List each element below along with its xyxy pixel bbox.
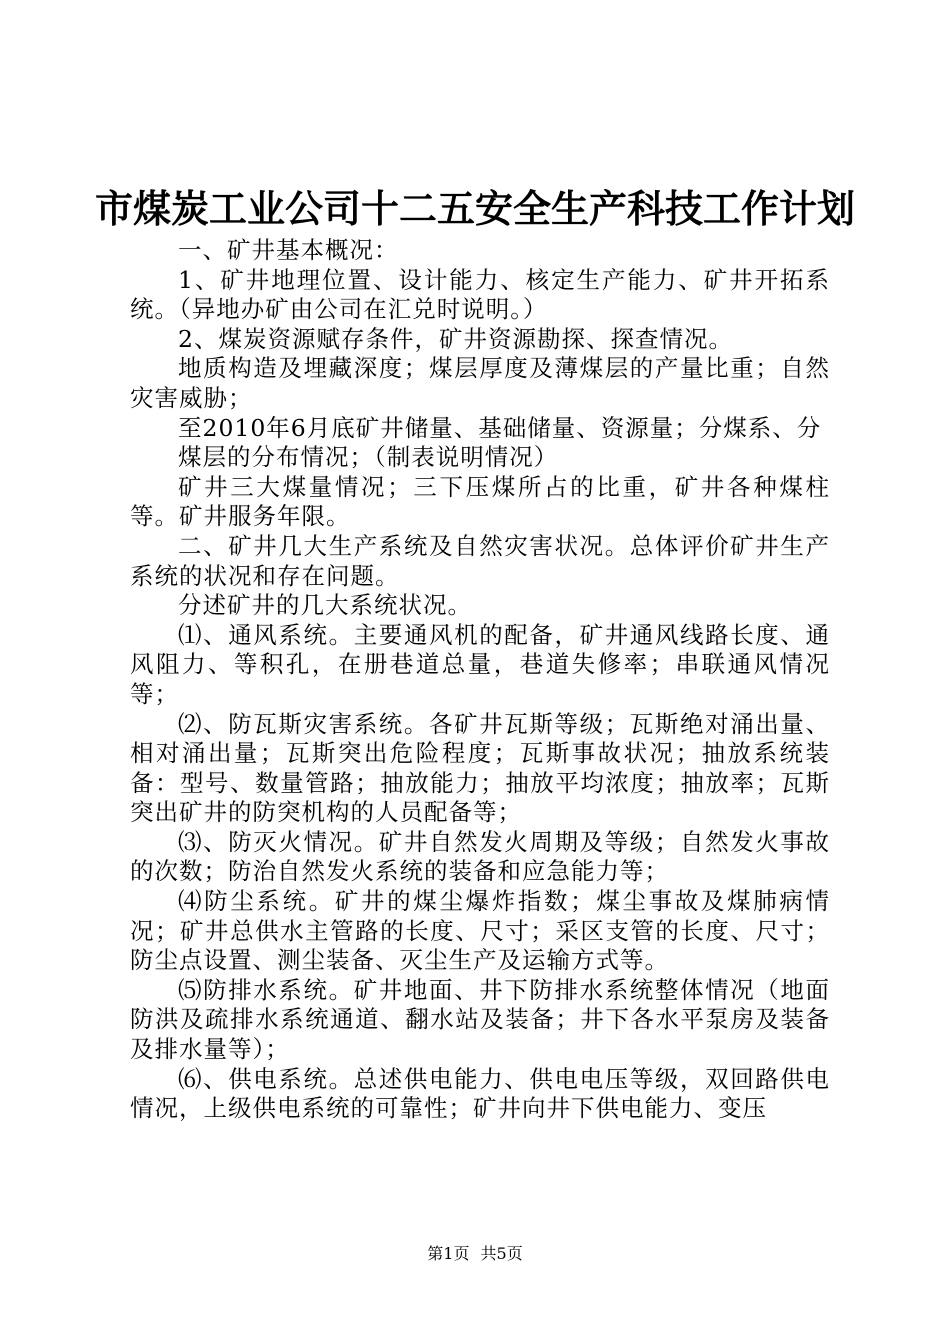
paragraph: 矿井三大煤量情况；三下压煤所占的比重，矿井各种煤柱等。矿井服务年限。 (130, 472, 830, 531)
total-pages: 共5页 (480, 1244, 523, 1263)
page-footer (0, 1244, 950, 1264)
paragraph: ⑴、通风系统。主要通风机的配备，矿井通风线路长度、通风阻力、等积孔，在册巷道总量，巷道失修率；串联通风情况等； (130, 620, 830, 708)
paragraph: 一、矿井基本概况： (178, 236, 399, 264)
document-title: 市煤炭工业公司十二五安全生产科技工作计划 (94, 186, 855, 231)
paragraph: ⑶、防灭火情况。矿井自然发火周期及等级；自然发火事故的次数；防治自然发火系统的装备和应急能力等； (130, 827, 830, 886)
paragraph: 2、煤炭资源赋存条件，矿井资源勘探、探查情况。 (178, 324, 733, 353)
paragraph: 至2010年6月底矿井储量、基础储量、资源量；分煤系、分 (178, 413, 822, 442)
paragraph: 分述矿井的几大系统状况。 (178, 591, 472, 620)
paragraph: ⑹、供电系统。总述供电能力、供电电压等级，双回路供电情况，上级供电系统的可靠性；矿井向井下供电能力、变压 (130, 1064, 830, 1123)
paragraph: ⑷防尘系统。矿井的煤尘爆炸指数；煤尘事故及煤肺病情况；矿井总供水主管路的长度、尺寸；采区支管的长度、尺寸；防尘点设置、测尘装备、灭尘生产及运输方式等。 (130, 887, 830, 975)
paragraph: ⑸防排水系统。矿井地面、井下防排水系统整体情况（地面防洪及疏排水系统通道、翻水站及装备；井下各水平泵房及装备及排水量等）； (130, 975, 830, 1064)
paragraph: 二、矿井几大生产系统及自然灾害状况。总体评价矿井生产系统的状况和存在问题。 (130, 531, 830, 590)
paragraph: 煤层的分布情况；（制表说明情况） (178, 443, 559, 472)
paragraph: 地质构造及埋藏深度；煤层厚度及薄煤层的产量比重；自然灾害威胁； (130, 354, 830, 412)
paragraph: 1、矿井地理位置、设计能力、核定生产能力、矿井开拓系统。（异地办矿由公司在汇兑时说明。） (130, 265, 830, 324)
document-body (130, 236, 830, 1124)
page-number: 第1页 (427, 1244, 470, 1263)
paragraph: ⑵、防瓦斯灾害系统。各矿井瓦斯等级；瓦斯绝对涌出量、相对涌出量；瓦斯突出危险程度；瓦斯事故状况；抽放系统装备：型号、数量管路；抽放能力；抽放平均浓度；抽放率；瓦斯突出矿井的防突机构的人员配备等； (130, 709, 830, 827)
